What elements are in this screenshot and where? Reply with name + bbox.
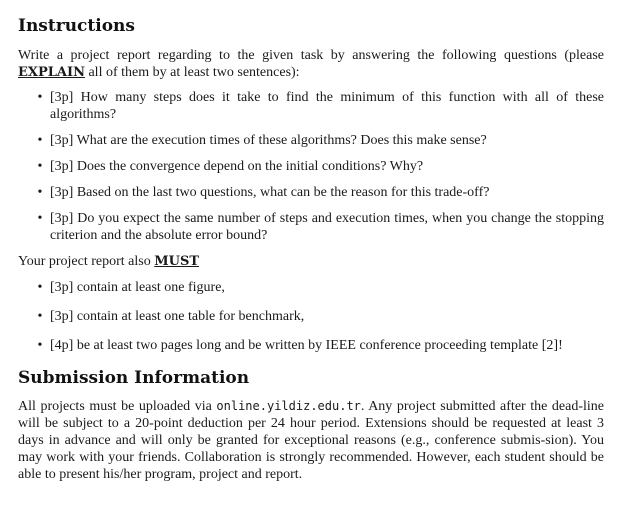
question-text: How many steps does it take to find the minimum of this function with all of these algorithms? — [50, 90, 605, 122]
question-text: Do you expect the same number of steps and execution times, when you change the stopping criterion and the absolute error bound? — [50, 211, 604, 243]
requirement-points: [4p] — [50, 338, 74, 353]
requirement-item — [18, 279, 604, 296]
submission-heading: Submission Information — [18, 368, 250, 388]
question-points: [3p] — [50, 90, 74, 105]
requirement-text: be at least two pages long and be written by IEEE conference proceeding template [2]! — [76, 338, 563, 353]
requirement-list — [18, 279, 604, 354]
instructions-heading: Instructions — [18, 16, 135, 36]
question-points: [3p] — [50, 133, 74, 148]
must-text-before: Your project report also — [18, 254, 151, 269]
intro-text-before: Write a project report regarding to the given task by answering the following questions (please — [18, 48, 604, 63]
question-item — [18, 89, 604, 123]
question-text: Based on the last two questions, what can be the reason for this trade-off? — [76, 185, 490, 200]
requirement-item — [18, 308, 604, 325]
bullet-icon: • — [37, 185, 43, 200]
explain-emphasis: EXPLAIN — [18, 65, 85, 80]
question-points: [3p] — [50, 211, 74, 226]
requirement-text: contain at least one table for benchmark, — [76, 309, 305, 324]
submission-text-before: All projects must be uploaded via — [18, 399, 212, 414]
submission-text-after: . Any project submitted after the dead-line will be subject to a 20-point deduction per 24 hour period. Extensions should be requested at least 3 days in advance and will only be granted for exceptional reasons (e.g., conference submis-sion). You may work with your friends. Collaboration is strongly recommended. However, each student should be able to present his/her program, project and report. — [18, 399, 604, 482]
question-item — [18, 132, 604, 149]
requirement-points: [3p] — [50, 309, 74, 324]
bullet-icon: • — [37, 309, 43, 324]
question-item — [18, 184, 604, 201]
submission-url: online.yildiz.edu.tr — [216, 399, 361, 413]
question-points: [3p] — [50, 159, 74, 174]
bullet-icon: • — [37, 280, 43, 295]
question-item — [18, 158, 604, 175]
submission-paragraph — [18, 398, 604, 483]
question-list — [18, 89, 604, 244]
bullet-icon: • — [37, 133, 43, 148]
question-item — [18, 210, 604, 244]
instructions-intro — [18, 47, 604, 81]
bullet-icon: • — [37, 211, 43, 226]
document-page — [18, 14, 604, 483]
requirement-points: [3p] — [50, 280, 74, 295]
bullet-icon: • — [37, 90, 43, 105]
bullet-icon: • — [37, 159, 43, 174]
question-text: What are the execution times of these algorithms? Does this make sense? — [76, 133, 487, 148]
question-points: [3p] — [50, 185, 74, 200]
must-emphasis: MUST — [154, 254, 200, 269]
requirement-text: contain at least one figure, — [76, 280, 225, 295]
must-line — [18, 253, 604, 270]
bullet-icon: • — [37, 338, 43, 353]
requirement-item — [18, 337, 604, 354]
intro-text-after: all of them by at least two sentences): — [88, 65, 300, 80]
question-text: Does the convergence depend on the initial conditions? Why? — [76, 159, 424, 174]
